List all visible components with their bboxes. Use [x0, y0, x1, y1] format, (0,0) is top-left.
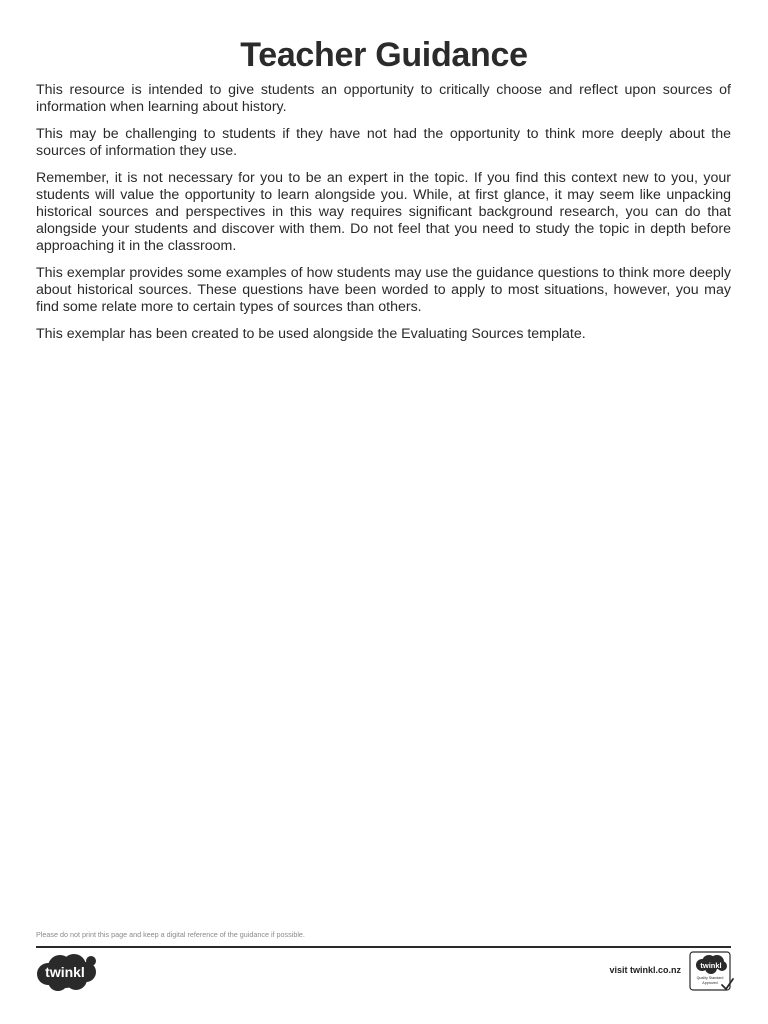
body-text: [36, 82, 731, 353]
page-title: Teacher Guidance: [240, 36, 528, 74]
badge-line-quality: Quality Standard: [696, 976, 724, 980]
paragraph-exemplar: This exemplar provides some examples of how students may use the guidance questions to think more deeply about historical sources. These questions have been worded to apply to most situations, however, you may find some relate more to certain types of sources than others.: [36, 265, 731, 315]
badge-line-approved: Approved: [702, 981, 718, 985]
footer-divider: [36, 946, 731, 948]
badge-logo-text: twinkl: [700, 961, 722, 970]
paragraph-template: This exemplar has been created to be used alongside the Evaluating Sources template.: [36, 326, 586, 342]
twinkl-logo-text: twinkl: [45, 964, 85, 980]
paragraph-challenge: This may be challenging to students if they have not had the opportunity to think more deeply about the sources of information they use.: [36, 126, 731, 159]
twinkl-logo[interactable]: [36, 952, 98, 992]
footer-note: Please do not print this page and keep a digital reference of the guidance if possible.: [36, 930, 305, 939]
visit-website-link[interactable]: visit twinkl.co.nz: [609, 965, 681, 975]
paragraph-remember: Remember, it is not necessary for you to be an expert in the topic. If you find this context new to you, your students will value the opportunity to learn alongside you. While, at first glance, it may seem like unpacking historical sources and perspectives in this way requires significant background research, you can do that alongside your students and discover with them. Do not feel that you need to study the topic in depth before approaching it in the classroom.: [36, 170, 731, 254]
quality-standard-badge: [689, 951, 735, 993]
paragraph-intro: This resource is intended to give students an opportunity to critically choose and reflect upon sources of information when learning about history.: [36, 82, 731, 115]
